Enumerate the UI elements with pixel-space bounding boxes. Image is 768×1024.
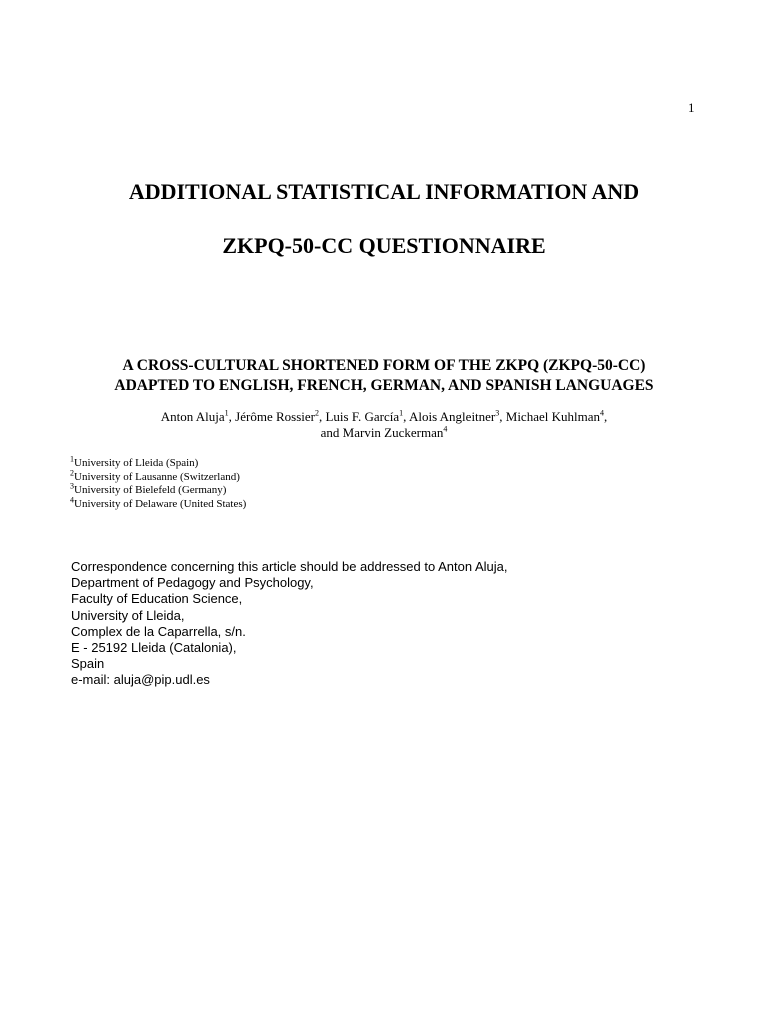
affiliation-item [70, 468, 246, 485]
correspondence-line: Correspondence concerning this article should be addressed to Anton Aluja, [71, 559, 508, 574]
subtitle-line-2: ADAPTED TO ENGLISH, FRENCH, GERMAN, AND SPANISH LANGUAGES [114, 377, 654, 394]
correspondence-line: Complex de la Caparrella, s/n. [71, 623, 246, 639]
author-affiliation-mark: 2 [314, 408, 319, 418]
affiliation-item [70, 454, 246, 471]
author-name: Anton Aluja [160, 409, 225, 424]
affiliation-text: University of Lausanne (Switzerland) [74, 470, 240, 483]
author-affiliation-mark: 4 [443, 424, 448, 434]
author-affiliation-mark: 1 [224, 408, 229, 418]
author-separator: , [499, 409, 506, 424]
correspondence-line: University of Lleida, [71, 607, 185, 623]
affiliation-text: University of Bielefeld (Germany) [74, 484, 227, 497]
affiliation-number: 3 [70, 481, 74, 491]
affiliation-list [70, 454, 247, 512]
correspondence-block [71, 559, 508, 689]
affiliation-text: University of Lleida (Spain) [74, 457, 199, 469]
subtitle-line-1: A CROSS-CULTURAL SHORTENED FORM OF THE ZKPQ (ZKPQ-50-CC) [122, 357, 646, 374]
correspondence-line: E - 25192 Lleida (Catalonia), [71, 640, 237, 656]
author-affiliation-mark: 3 [495, 408, 500, 418]
main-title-line-2: ZKPQ-50-CC QUESTIONNAIRE [222, 233, 546, 258]
correspondence-line: Department of Pedagogy and Psychology, [71, 575, 314, 591]
author-affiliation-mark: 1 [399, 408, 404, 418]
affiliation-item [70, 481, 246, 498]
author-separator: , [604, 409, 608, 424]
author-name: Alois Angleitner [408, 409, 496, 424]
affiliation-text: University of Delaware (United States) [74, 498, 247, 511]
author-affiliation-mark: 4 [600, 408, 604, 418]
page-number: 1 [688, 100, 695, 115]
author-separator: , [318, 409, 326, 424]
affiliation-number: 4 [70, 495, 74, 505]
author-separator: , [403, 409, 409, 424]
author-prefix: and [320, 425, 343, 440]
author-name: Luis F. García [325, 409, 400, 424]
author-list-line-1 [0, 409, 768, 425]
affiliation-number: 1 [70, 454, 74, 464]
author-list-line-2 [0, 425, 768, 441]
correspondence-line: Spain [71, 656, 105, 672]
correspondence-email: e-mail: aluja@pip.udl.es [71, 672, 210, 688]
author-separator: , [228, 409, 236, 424]
affiliation-item [70, 495, 247, 512]
author-name: Jérôme Rossier [235, 409, 315, 424]
affiliation-number: 2 [70, 468, 74, 478]
author-name: Marvin Zuckerman [342, 425, 444, 440]
main-title-line-1: ADDITIONAL STATISTICAL INFORMATION AND [128, 179, 640, 204]
author-name: Michael Kuhlman [505, 409, 600, 424]
correspondence-line: Faculty of Education Science, [71, 591, 243, 607]
